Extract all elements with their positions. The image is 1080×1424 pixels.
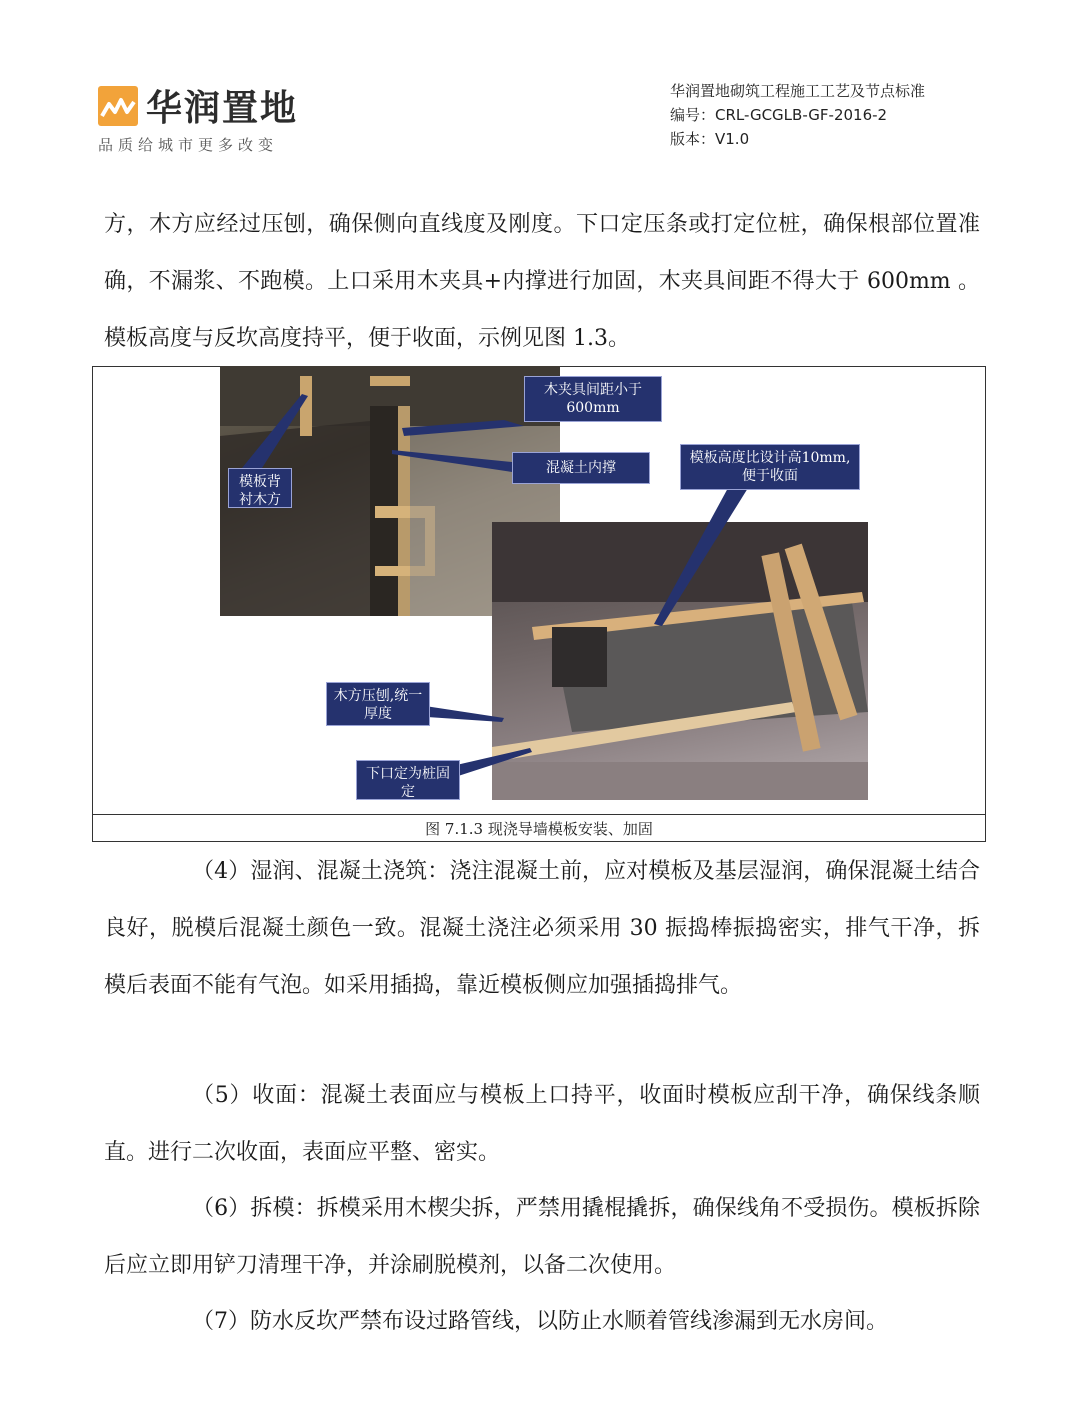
paragraph-step-7: （7）防水反坎严禁布设过路管线，以防止水顺着管线渗漏到无水房间。 xyxy=(192,1309,888,1334)
callout-planed-timber: 木方压刨,统一厚度 xyxy=(326,682,430,726)
callout-clamp-spacing: 木夹具间距小于600mm xyxy=(524,376,662,422)
doc-title: 华润置地砌筑工程施工工艺及节点标准 xyxy=(670,82,926,100)
paragraph-intro: 方，木方应经过压刨，确保侧向直线度及刚度。下口定压条或打定位桩，确保根部位置准确，不漏浆、不跑模。上口采用木夹具+内撑进行加固，木夹具间距不得大于 600mm 。模板高度与反坎高度持平，便于收面，示例见图 1.3。 xyxy=(104,212,980,351)
company-slogan: 品质给城市更多改变 xyxy=(98,136,279,154)
callout-inner-brace: 混凝土内撑 xyxy=(512,452,650,484)
doc-version: 版本：V1.0 xyxy=(670,130,750,148)
figure-caption: 图 7.1.3 现浇导墙模板安装、加固 xyxy=(425,820,653,838)
paragraph-step-6: （6）拆模：拆模采用木楔尖拆，严禁用撬棍撬拆，确保线角不受损伤。模板拆除后应立即用铲刀清理干净，并涂刷脱模剂，以备二次使用。 xyxy=(104,1196,980,1278)
callout-formwork-height: 模板高度比设计高10mm,便于收面 xyxy=(680,444,860,490)
callout-stake-fixing: 下口定为桩固定 xyxy=(356,760,460,800)
callout-backing-timber: 模板背衬木方 xyxy=(228,468,292,508)
logo-icon xyxy=(98,86,138,126)
company-name: 华润置地 xyxy=(146,88,299,129)
doc-number: 编号：CRL-GCGLB-GF-2016-2 xyxy=(670,106,888,124)
callout-pointers xyxy=(92,366,986,814)
paragraph-step-5: （5）收面：混凝土表面应与模板上口持平，收面时模板应刮干净，确保线条顺直。进行二次收面，表面应平整、密实。 xyxy=(104,1083,980,1165)
paragraph-step-4: （4）湿润、混凝土浇筑：浇注混凝土前，应对模板及基层湿润，确保混凝土结合良好，脱模后混凝土颜色一致。混凝土浇注必须采用 30 振捣棒振捣密实，排气干净，拆模后表面不能有气泡。如采用插捣，靠近模板侧应加强插捣排气。 xyxy=(104,859,980,998)
caption-divider xyxy=(92,814,986,815)
